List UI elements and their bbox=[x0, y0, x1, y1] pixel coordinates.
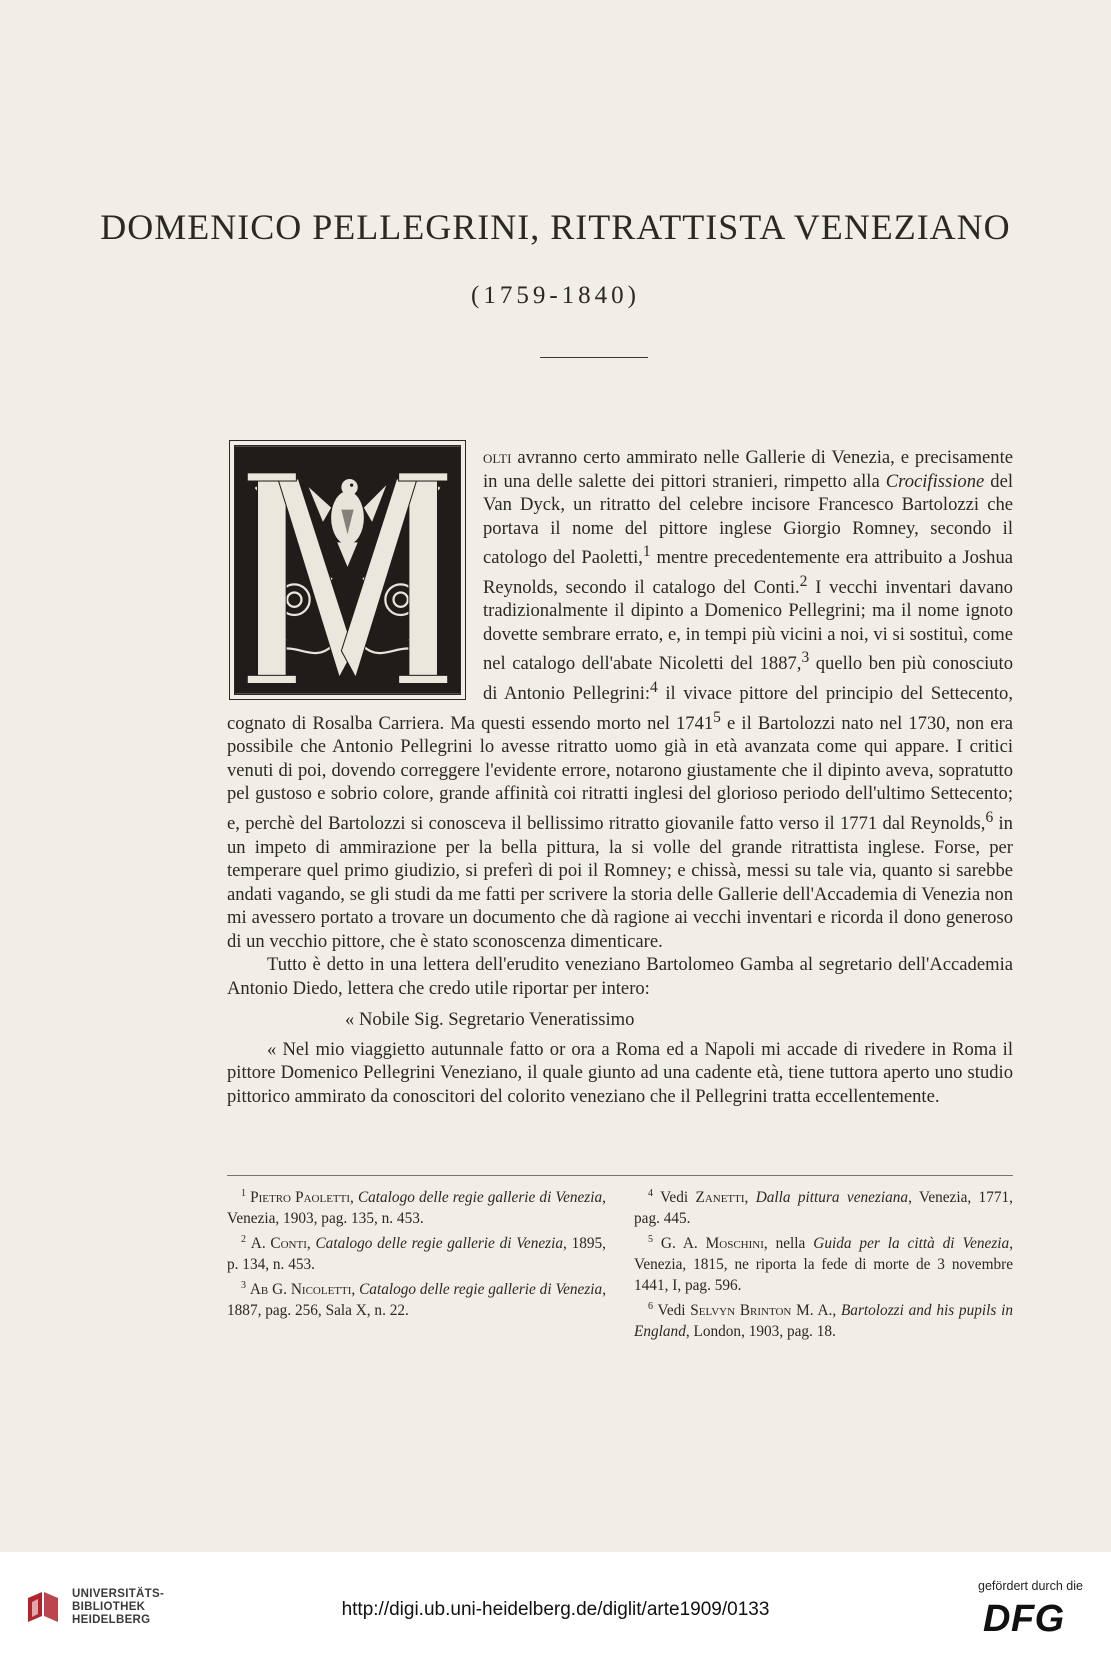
title-divider bbox=[540, 357, 648, 358]
letter-salutation: « Nobile Sig. Segretario Veneratissimo bbox=[345, 1009, 635, 1031]
permalink-url[interactable]: http://digi.ub.uni-heidelberg.de/diglit/arte1909/0133 bbox=[341, 1599, 770, 1620]
paragraph-2: Tutto è detto in una lettera dell'erudito veneziano Bartolomeo Gamba al segretario dell'Accademia Antonio Diedo, lettera che credo utile riportar per intero: bbox=[227, 954, 1013, 999]
footnotes bbox=[227, 1183, 1013, 1342]
dfg-logo: DFG bbox=[983, 1598, 1065, 1640]
footnote-5: $^5$ G. A. Moschini, nella Guida per la città di Venezia, Venezia, 1815, ne riporta la fede di morte de 3 novembre 1441, I, pag. 596. bbox=[634, 1234, 1014, 1295]
paragraph-1: olti avranno certo ammirato nelle Gallerie di Venezia, e precisamente in una delle salette dei pittori stranieri, rimpetto alla Crocifissione del Van Dyck, un ritratto del celebre incisore Francesco Bartolozzi che portava il nome del pittore inglese Giorgio Romney, secondo il catologo del Paoletti,$^1$ mentre precedentemente era attribuito a Joshua Reynolds, secondo il catalogo del Conti.$^2$ I vecchi inventari davano tradizionalmente il dipinto a Domenico Pellegrini; ma il nome ignoto dovette sembrare errato, e, in tempi più vicini a noi, vi si sostituì, come nel catalogo dell'abate Nicoletti del 1887,$^3$ quello ben più conosciuto di Antonio Pellegrini:$^4$ il vivace pittore del principio del Settecento, cognato di Rosalba Carriera. Ma questi essendo morto nel 1741$^5$ e il Bartolozzi nato nel 1730, non era possibile che Antonio Pellegrini lo avesse ritratto uomo già in età avanzata come qui appare. I critici venuti di poi, dovendo correggere l'evidente errore, notarono giustamente che il dipinto aveva, sopratutto pel gustoso e sobrio colore, grande affinità coi ritratti inglesi del glorioso periodo dell'ultimo Settecento; e, perchè del Bartolozzi si conosceva il bellissimo ritratto giovanile fatto verso il 1771 dal Reynolds,$^6$ in un impeto di ammirazione per la bella pittura, la si volle del grande ritrattista inglese. Forse, per temperare quel primo giudizio, si preferì di poi il Romney; e chissà, messi su tale via, quanto si sarebbe andati vagando, se gli studi da me fatti per scrivere la storia delle Gallerie dell'Accademia di Venezia non mi avessero portato a trovare un documento che dà ragione ai vecchi inventari e ricorda il dono generoso di un vecchio pittore, che è stato sconoscenza dimenticare. bbox=[227, 447, 1013, 952]
article-body bbox=[227, 446, 1013, 1108]
footnote-divider bbox=[227, 1175, 1013, 1176]
article-dates: (1759-1840) bbox=[471, 282, 640, 309]
footnote-4: $^4$ Vedi Zanetti, Dalla pittura veneziana, Venezia, 1771, pag. 445. bbox=[634, 1188, 1013, 1228]
funding-note: gefördert durch die bbox=[978, 1579, 1083, 1593]
footnote-3: $^3$ Ab G. Nicoletti, Catalogo delle regie gallerie di Venezia, 1887, pag. 256, Sala X, n. 22. bbox=[227, 1280, 607, 1320]
footnote-6: $^6$ Vedi Selvyn Brinton M. A., Bartolozzi and his pupils in England, London, 1903, pag. 18. bbox=[634, 1301, 1013, 1341]
library-name: UNIVERSITÄTS- BIBLIOTHEK HEIDELBERG bbox=[72, 1588, 165, 1626]
opening-word: olti bbox=[483, 447, 512, 468]
letter-quote: « Nel mio viaggietto autunnale fatto or ora a Roma ed a Napoli mi accade di rivedere in Roma il pittore Domenico Pellegrini Veneziano, il quale giunto ad una cadente età, tiene tuttora aperto uno studio pittorico ammirato da conoscitori del colorito veneziano che il Pellegrini tratta eccellentemente. bbox=[227, 1038, 1013, 1107]
article-title: DOMENICO PELLEGRINI, RITRATTISTA VENEZIANO bbox=[100, 207, 1011, 247]
footnote-1: $^1$ Pietro Paoletti, Catalogo delle regie gallerie di Venezia, Venezia, 1903, pag. 135, n. 453. bbox=[227, 1188, 606, 1228]
footnote-2: $^2$ A. Conti, Catalogo delle regie gallerie di Venezia, 1895, p. 134, n. 453. bbox=[227, 1234, 606, 1274]
